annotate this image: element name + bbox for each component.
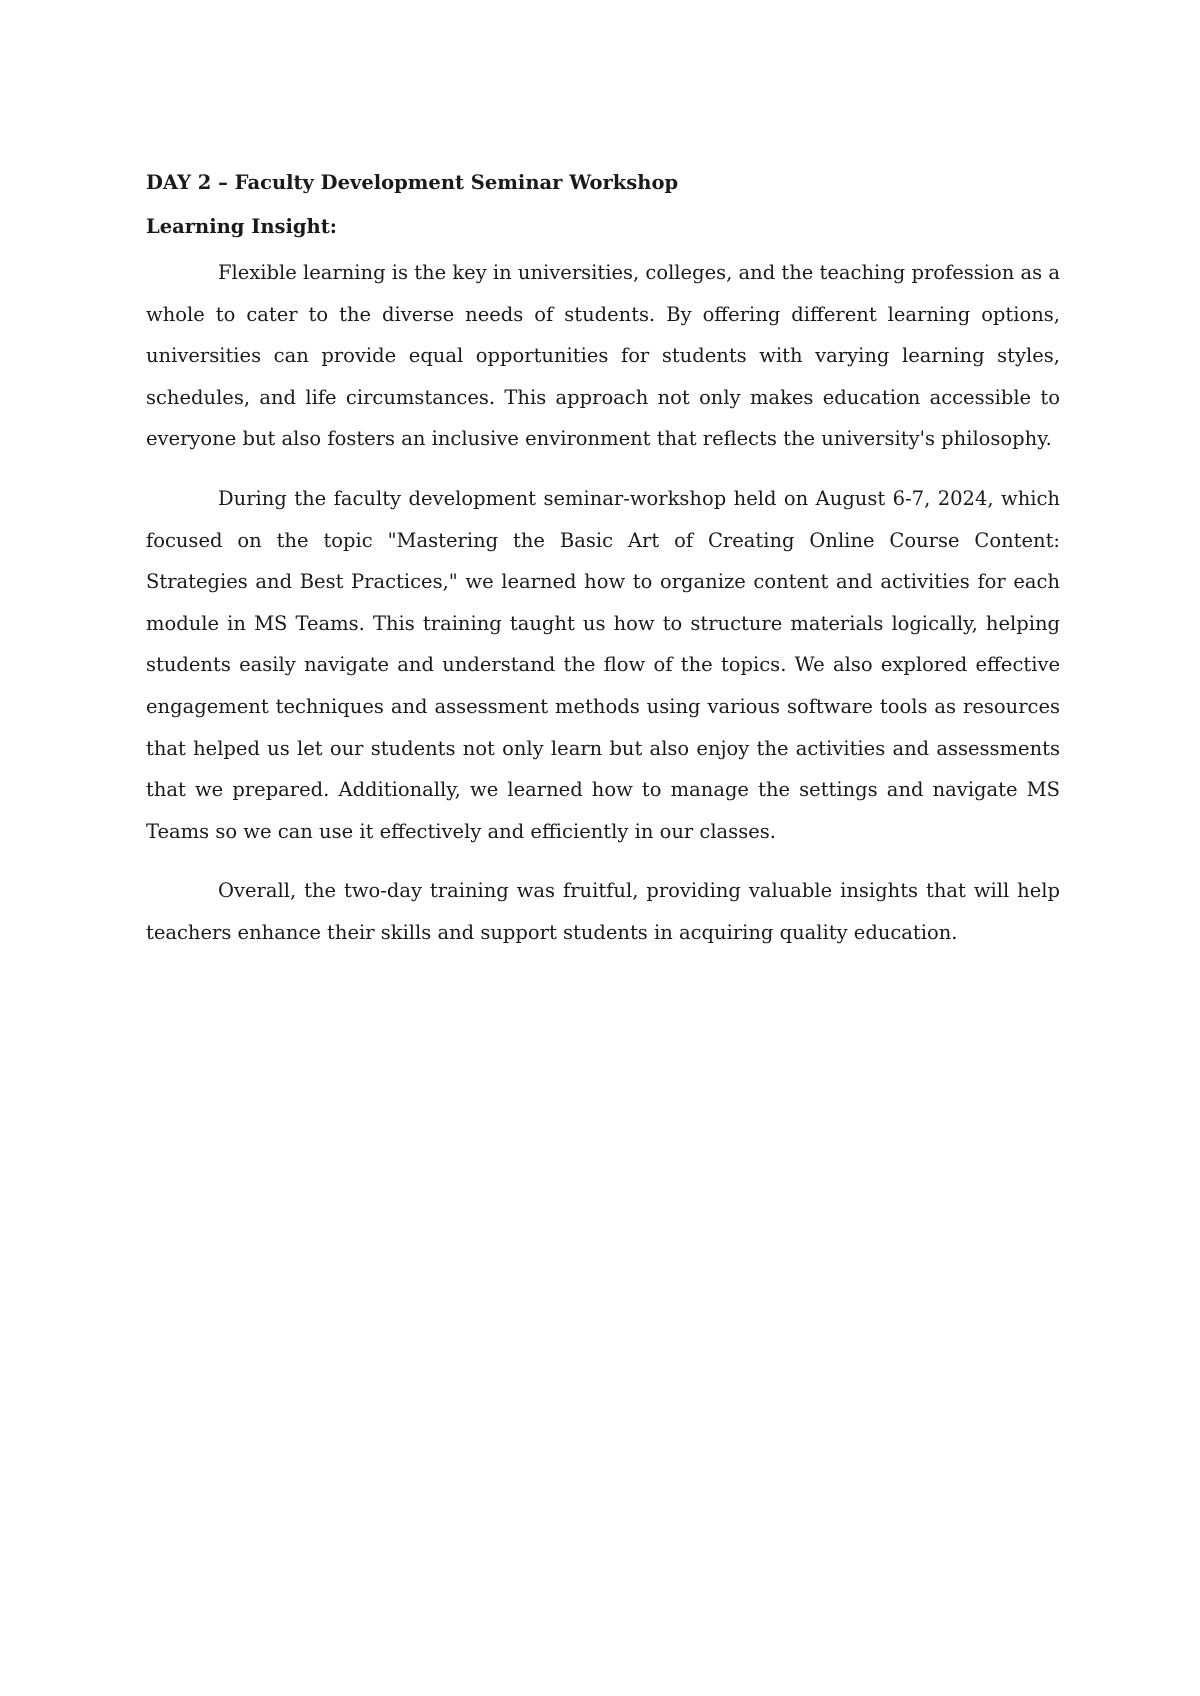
- document-title: DAY 2 – Faculty Development Seminar Workshop: [146, 171, 679, 194]
- document-body: [146, 168, 1060, 972]
- section-heading: Learning Insight:: [146, 215, 337, 238]
- paragraph-flexible-learning: Flexible learning is the key in universities, colleges, and the teaching profession as a whole to cater to the diverse needs of students. By offering different learning options, universities can provide equal opportunities for students with varying learning styles, schedules, and life circumstances. This approach not only makes education accessible to everyone but also fosters an inclusive environment that reflects the university's philosophy.: [146, 261, 1060, 451]
- paragraph-seminar-details: During the faculty development seminar-workshop held on August 6-7, 2024, which focused on the topic "Mastering the Basic Art of Creating Online Course Content: Strategies and Best Practices," we learned how to organize content and activities for each module in MS Teams. This training taught us how to structure materials logically, helping students easily navigate and understand the flow of the topics. We also explored effective engagement techniques and assessment methods using various software tools as resources that helped us let our students not only learn but also enjoy the activities and assessments that we prepared. Additionally, we learned how to manage the settings and navigate MS Teams so we can use it effectively and efficiently in our classes.: [146, 486, 1060, 843]
- paragraph-overall: Overall, the two-day training was fruitful, providing valuable insights that will help teachers enhance their skills and support students in acquiring quality education.: [146, 879, 1060, 944]
